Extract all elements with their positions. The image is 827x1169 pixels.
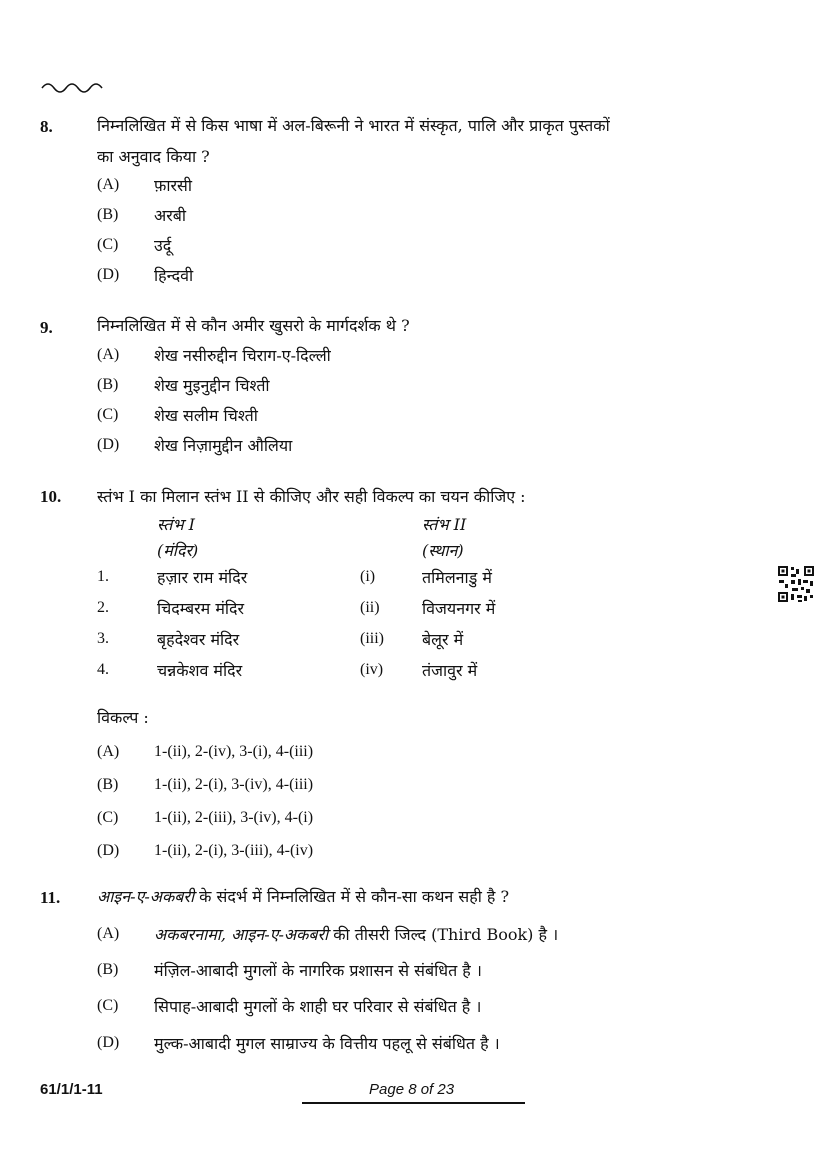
- row-number: 3.: [97, 630, 109, 647]
- qr-code-image: [777, 565, 815, 603]
- roman-numeral: (ii): [360, 599, 380, 616]
- option-label: (C): [97, 236, 119, 253]
- option-text: उर्दू: [154, 236, 172, 255]
- column-1-subheading: (मंदिर): [157, 541, 199, 560]
- option-label: (B): [97, 961, 119, 978]
- option-text: अरबी: [154, 206, 187, 225]
- option-label: (B): [97, 376, 119, 393]
- question-text-continued: का अनुवाद किया ?: [97, 147, 210, 166]
- row-number: 2.: [97, 599, 109, 616]
- place-name: बेलूर में: [422, 630, 464, 649]
- question-text: निम्नलिखित में से कौन अमीर खुसरो के मार्गदर्शक थे ?: [97, 316, 410, 335]
- question-text: निम्नलिखित में से किस भाषा में अल-बिरूनी ने भारत में संस्कृत, पालि और प्राकृत पुस्तकों: [97, 116, 610, 135]
- option-label: (D): [97, 436, 120, 453]
- option-text: मुल्क-आबादी मुगल साम्राज्य के वित्तीय पहलू से संबंधित है ।: [154, 1034, 500, 1053]
- option-text: [154, 923, 558, 945]
- paper-code: 61/1/1-11: [40, 1081, 103, 1098]
- temple-name: चन्नकेशव मंदिर: [157, 661, 243, 680]
- option-text: 1-(ii), 2-(iv), 3-(i), 4-(iii): [154, 743, 314, 760]
- column-1-heading: स्तंभ I: [157, 515, 195, 534]
- option-label: (A): [97, 176, 120, 193]
- option-text-rest: की तीसरी जिल्द (Third Book) है ।: [328, 925, 559, 944]
- option-label: (D): [97, 842, 120, 859]
- column-2-heading: स्तंभ II: [422, 515, 467, 534]
- question-text-rest: के संदर्भ में निम्नलिखित में से कौन-सा कथन सही है ?: [194, 887, 510, 906]
- question-number: 8.: [40, 117, 53, 136]
- option-label: (C): [97, 997, 119, 1014]
- option-label: (D): [97, 266, 120, 283]
- option-text: सिपाह-आबादी मुगलों के शाही घर परिवार से संबंधित है ।: [154, 997, 482, 1016]
- option-text: 1-(ii), 2-(i), 3-(iii), 4-(iv): [154, 842, 314, 859]
- row-number: 4.: [97, 661, 109, 678]
- question-number: 11.: [40, 888, 61, 907]
- question-number: 9.: [40, 318, 53, 337]
- option-text: शेख सलीम चिश्ती: [154, 406, 258, 425]
- option-label: (D): [97, 1034, 120, 1051]
- roman-numeral: (i): [360, 568, 376, 585]
- place-name: तंजावुर में: [422, 661, 478, 680]
- page-number: Page 8 of 23: [369, 1081, 455, 1098]
- option-text: 1-(ii), 2-(i), 3-(iv), 4-(iii): [154, 776, 314, 793]
- options-heading: विकल्प :: [97, 708, 149, 727]
- option-text: शेख मुइनुद्दीन चिश्ती: [154, 376, 270, 395]
- option-text: शेख नसीरुद्दीन चिराग-ए-दिल्ली: [154, 346, 331, 365]
- option-label: (A): [97, 925, 120, 942]
- place-name: विजयनगर में: [422, 599, 496, 618]
- option-text: हिन्दवी: [154, 266, 194, 285]
- question-number: 10.: [40, 487, 62, 506]
- option-label: (A): [97, 346, 120, 363]
- option-text: 1-(ii), 2-(iii), 3-(iv), 4-(i): [154, 809, 314, 826]
- option-text: मंज़िल-आबादी मुगलों के नागरिक प्रशासन से संबंधित है ।: [154, 961, 482, 980]
- column-2-subheading: (स्थान): [422, 541, 464, 560]
- option-text: फ़ारसी: [154, 176, 192, 195]
- squiggle-ornament: [40, 78, 110, 94]
- roman-numeral: (iv): [360, 661, 384, 678]
- temple-name: हज़ार राम मंदिर: [157, 568, 248, 587]
- question-text: स्तंभ I का मिलान स्तंभ II से कीजिए और सही विकल्प का चयन कीजिए :: [97, 487, 526, 506]
- question-text: [97, 885, 509, 907]
- roman-numeral: (iii): [360, 630, 384, 647]
- option-label: (B): [97, 776, 119, 793]
- option-label: (C): [97, 809, 119, 826]
- temple-name: चिदम्बरम मंदिर: [157, 599, 245, 618]
- book-title: आइन-ए-अकबरी: [97, 887, 195, 906]
- option-text: शेख निज़ामुद्दीन औलिया: [154, 436, 293, 455]
- option-label: (A): [97, 743, 120, 760]
- option-label: (B): [97, 206, 119, 223]
- place-name: तमिलनाडु में: [422, 568, 492, 587]
- option-label: (C): [97, 406, 119, 423]
- book-title: अकबरनामा, आइन-ए-अकबरी: [154, 925, 329, 944]
- footer-rule: [302, 1102, 525, 1104]
- row-number: 1.: [97, 568, 109, 585]
- temple-name: बृहदेश्वर मंदिर: [157, 630, 240, 649]
